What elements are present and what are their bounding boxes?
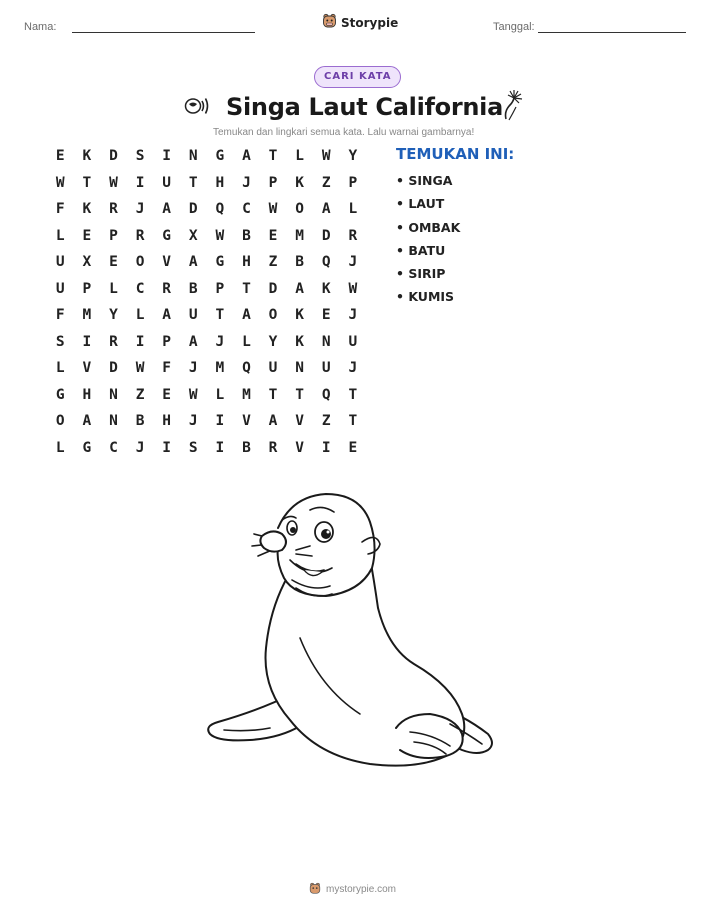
grid-cell[interactable]: I (215, 413, 225, 430)
name-field-line[interactable] (72, 32, 255, 33)
grid-cell[interactable]: Z (135, 386, 145, 403)
grid-cell[interactable]: W (109, 174, 118, 191)
grid-cell[interactable]: I (82, 333, 92, 350)
grid-cell[interactable]: J (348, 254, 358, 271)
grid-cell[interactable]: A (188, 333, 198, 350)
grid-cell[interactable]: D (321, 227, 331, 244)
grid-cell[interactable]: D (268, 280, 278, 297)
grid-cell[interactable]: I (215, 439, 225, 456)
grid-cell[interactable]: R (109, 201, 118, 218)
grid-cell[interactable]: H (162, 413, 172, 430)
grid-cell[interactable]: T (348, 413, 358, 430)
grid-cell[interactable]: X (188, 227, 198, 244)
grid-cell[interactable]: K (82, 148, 92, 165)
grid-cell[interactable]: U (162, 174, 172, 191)
grid-cell[interactable]: P (268, 174, 278, 191)
grid-cell[interactable]: U (268, 360, 278, 377)
grid-cell[interactable]: M (215, 360, 225, 377)
grid-cell[interactable]: L (109, 280, 118, 297)
grid-cell[interactable]: I (321, 439, 331, 456)
grid-cell[interactable]: T (348, 386, 358, 403)
grid-cell[interactable]: P (215, 280, 225, 297)
grid-cell[interactable]: M (295, 227, 304, 244)
grid-cell[interactable]: A (242, 148, 251, 165)
grid-cell[interactable]: L (55, 360, 65, 377)
grid-cell[interactable]: E (162, 386, 172, 403)
word-item: • LAUT (396, 192, 460, 215)
grid-cell[interactable]: C (109, 439, 118, 456)
word-item: • SIRIP (396, 262, 460, 285)
grid-cell[interactable]: Y (348, 148, 358, 165)
grid-cell[interactable]: R (268, 439, 278, 456)
grid-cell[interactable]: W (215, 227, 225, 244)
grid-cell[interactable]: V (162, 254, 172, 271)
grid-cell[interactable]: K (295, 333, 304, 350)
grid-cell[interactable]: C (135, 280, 145, 297)
grid-cell[interactable]: M (82, 307, 92, 324)
grid-cell[interactable]: T (242, 280, 251, 297)
grid-cell[interactable]: U (55, 280, 65, 297)
grid-cell[interactable]: K (321, 280, 331, 297)
grid-cell[interactable]: L (135, 307, 145, 324)
activity-badge: CARI KATA (314, 66, 401, 88)
grid-cell[interactable]: K (295, 307, 304, 324)
grid-cell[interactable]: T (188, 174, 198, 191)
grid-cell[interactable]: U (321, 360, 331, 377)
grid-cell[interactable]: V (295, 413, 304, 430)
grid-cell[interactable]: B (242, 439, 251, 456)
grid-cell[interactable]: J (348, 360, 358, 377)
grid-cell[interactable]: B (295, 254, 304, 271)
instructions: Temukan dan lingkari semua kata. Lalu warnai gambarnya! (213, 127, 475, 138)
grid-cell[interactable]: A (321, 201, 331, 218)
brand-name: Storypie (341, 16, 399, 30)
grid-cell[interactable]: E (55, 148, 65, 165)
grid-cell[interactable]: S (55, 333, 65, 350)
grid-cell[interactable]: O (135, 254, 145, 271)
grid-cell[interactable]: V (295, 439, 304, 456)
grid-cell[interactable]: Z (321, 413, 331, 430)
page-title: Singa Laut California (226, 93, 503, 121)
grid-cell[interactable]: A (162, 307, 172, 324)
grid-cell[interactable]: J (188, 360, 198, 377)
grid-cell[interactable]: U (348, 333, 358, 350)
grid-cell[interactable]: E (268, 227, 278, 244)
grid-cell[interactable]: P (162, 333, 172, 350)
grid-cell[interactable]: A (242, 307, 251, 324)
grid-cell[interactable]: L (55, 439, 65, 456)
grid-cell[interactable]: J (242, 174, 251, 191)
grid-cell[interactable]: I (162, 148, 172, 165)
grid-cell[interactable]: H (215, 174, 225, 191)
grid-cell[interactable]: F (55, 307, 65, 324)
grid-cell[interactable]: G (82, 439, 92, 456)
grid-cell[interactable]: O (268, 307, 278, 324)
grid-cell[interactable]: U (55, 254, 65, 271)
grid-cell[interactable]: A (82, 413, 92, 430)
grid-cell[interactable]: L (215, 386, 225, 403)
grid-cell[interactable]: U (188, 307, 198, 324)
grid-cell[interactable]: E (109, 254, 118, 271)
grid-cell[interactable]: P (348, 174, 358, 191)
grid-cell[interactable]: S (135, 148, 145, 165)
grid-cell[interactable]: W (55, 174, 65, 191)
grid-cell[interactable]: V (242, 413, 251, 430)
grid-cell[interactable]: G (215, 148, 225, 165)
grid-cell[interactable]: O (295, 201, 304, 218)
grid-cell[interactable]: G (162, 227, 172, 244)
grid-cell[interactable]: W (348, 280, 358, 297)
grid-cell[interactable]: Q (215, 201, 225, 218)
storypie-logo-icon (322, 13, 337, 33)
grid-cell[interactable]: N (295, 360, 304, 377)
grid-cell[interactable]: N (109, 386, 118, 403)
grid-cell[interactable]: O (55, 413, 65, 430)
grid-cell[interactable]: N (188, 148, 198, 165)
word-search-grid (47, 143, 366, 461)
grid-cell[interactable]: T (215, 307, 225, 324)
grid-cell[interactable]: J (135, 201, 145, 218)
grid-cell[interactable]: B (188, 280, 198, 297)
grid-cell[interactable]: P (109, 227, 118, 244)
grid-cell[interactable]: A (295, 280, 304, 297)
grid-cell[interactable]: I (162, 439, 172, 456)
grid-cell[interactable]: Q (321, 254, 331, 271)
name-label: Nama: (24, 21, 57, 33)
grid-cell[interactable]: J (348, 307, 358, 324)
grid-cell[interactable]: J (215, 333, 225, 350)
grid-cell[interactable]: K (82, 201, 92, 218)
grid-cell[interactable]: C (242, 201, 251, 218)
grid-cell[interactable]: A (162, 201, 172, 218)
grid-cell[interactable]: L (242, 333, 251, 350)
grid-cell[interactable]: T (295, 386, 304, 403)
grid-cell[interactable]: W (135, 360, 145, 377)
grid-cell[interactable]: F (162, 360, 172, 377)
grid-cell[interactable]: Q (242, 360, 251, 377)
grid-cell[interactable]: E (82, 227, 92, 244)
grid-cell[interactable]: L (55, 227, 65, 244)
grid-cell[interactable]: X (82, 254, 92, 271)
grid-cell[interactable]: P (82, 280, 92, 297)
word-item: • SINGA (396, 169, 460, 192)
word-item: • KUMIS (396, 285, 460, 308)
grid-cell[interactable]: G (55, 386, 65, 403)
grid-cell[interactable]: L (295, 148, 304, 165)
grid-cell[interactable]: D (109, 360, 118, 377)
grid-cell[interactable]: I (135, 333, 145, 350)
grid-cell[interactable]: H (82, 386, 92, 403)
grid-cell[interactable]: Y (268, 333, 278, 350)
grid-cell[interactable]: A (188, 254, 198, 271)
brand (322, 13, 398, 33)
grid-cell[interactable]: T (268, 148, 278, 165)
speaker-icon[interactable] (183, 95, 211, 121)
grid-cell[interactable]: W (188, 386, 198, 403)
grid-cell[interactable]: Z (321, 174, 331, 191)
footer (309, 880, 396, 899)
grid-cell[interactable]: V (82, 360, 92, 377)
grid-cell[interactable]: W (321, 148, 331, 165)
grid-cell[interactable]: L (348, 201, 358, 218)
sea-lion-illustration[interactable] (200, 488, 510, 792)
grid-cell[interactable]: B (242, 227, 251, 244)
word-item: • OMBAK (396, 216, 460, 239)
grid-cell[interactable]: T (82, 174, 92, 191)
grid-cell[interactable]: R (348, 227, 358, 244)
grid-cell[interactable]: D (109, 148, 118, 165)
grid-cell[interactable]: W (268, 201, 278, 218)
grid-cell[interactable]: F (55, 201, 65, 218)
grid-cell[interactable]: S (188, 439, 198, 456)
grid-cell[interactable]: N (109, 413, 118, 430)
word-list-title: TEMUKAN INI: (396, 145, 515, 163)
grid-cell[interactable]: Z (268, 254, 278, 271)
grid-cell[interactable]: J (188, 413, 198, 430)
grid-cell[interactable]: I (135, 174, 145, 191)
grid-cell[interactable]: H (242, 254, 251, 271)
grid-cell[interactable]: R (162, 280, 172, 297)
grid-cell[interactable]: E (321, 307, 331, 324)
grid-cell[interactable]: G (215, 254, 225, 271)
grid-cell[interactable]: E (348, 439, 358, 456)
grid-cell[interactable]: R (109, 333, 118, 350)
footer-url[interactable]: mystorypie.com (326, 884, 397, 895)
grid-cell[interactable]: D (188, 201, 198, 218)
grid-cell[interactable]: N (321, 333, 331, 350)
storypie-logo-icon (309, 880, 321, 899)
grid-cell[interactable]: K (295, 174, 304, 191)
grid-cell[interactable]: M (242, 386, 251, 403)
word-list (396, 169, 460, 309)
grid-cell[interactable]: Y (109, 307, 118, 324)
grid-cell[interactable]: A (268, 413, 278, 430)
grid-cell[interactable]: R (135, 227, 145, 244)
grid-cell[interactable]: T (268, 386, 278, 403)
grid-cell[interactable]: B (135, 413, 145, 430)
word-item: • BATU (396, 239, 460, 262)
grid-cell[interactable]: J (135, 439, 145, 456)
date-field-line[interactable] (538, 32, 686, 33)
grid-cell[interactable]: Q (321, 386, 331, 403)
sea-urchin-icon (500, 89, 528, 127)
date-label: Tanggal: (493, 21, 535, 33)
